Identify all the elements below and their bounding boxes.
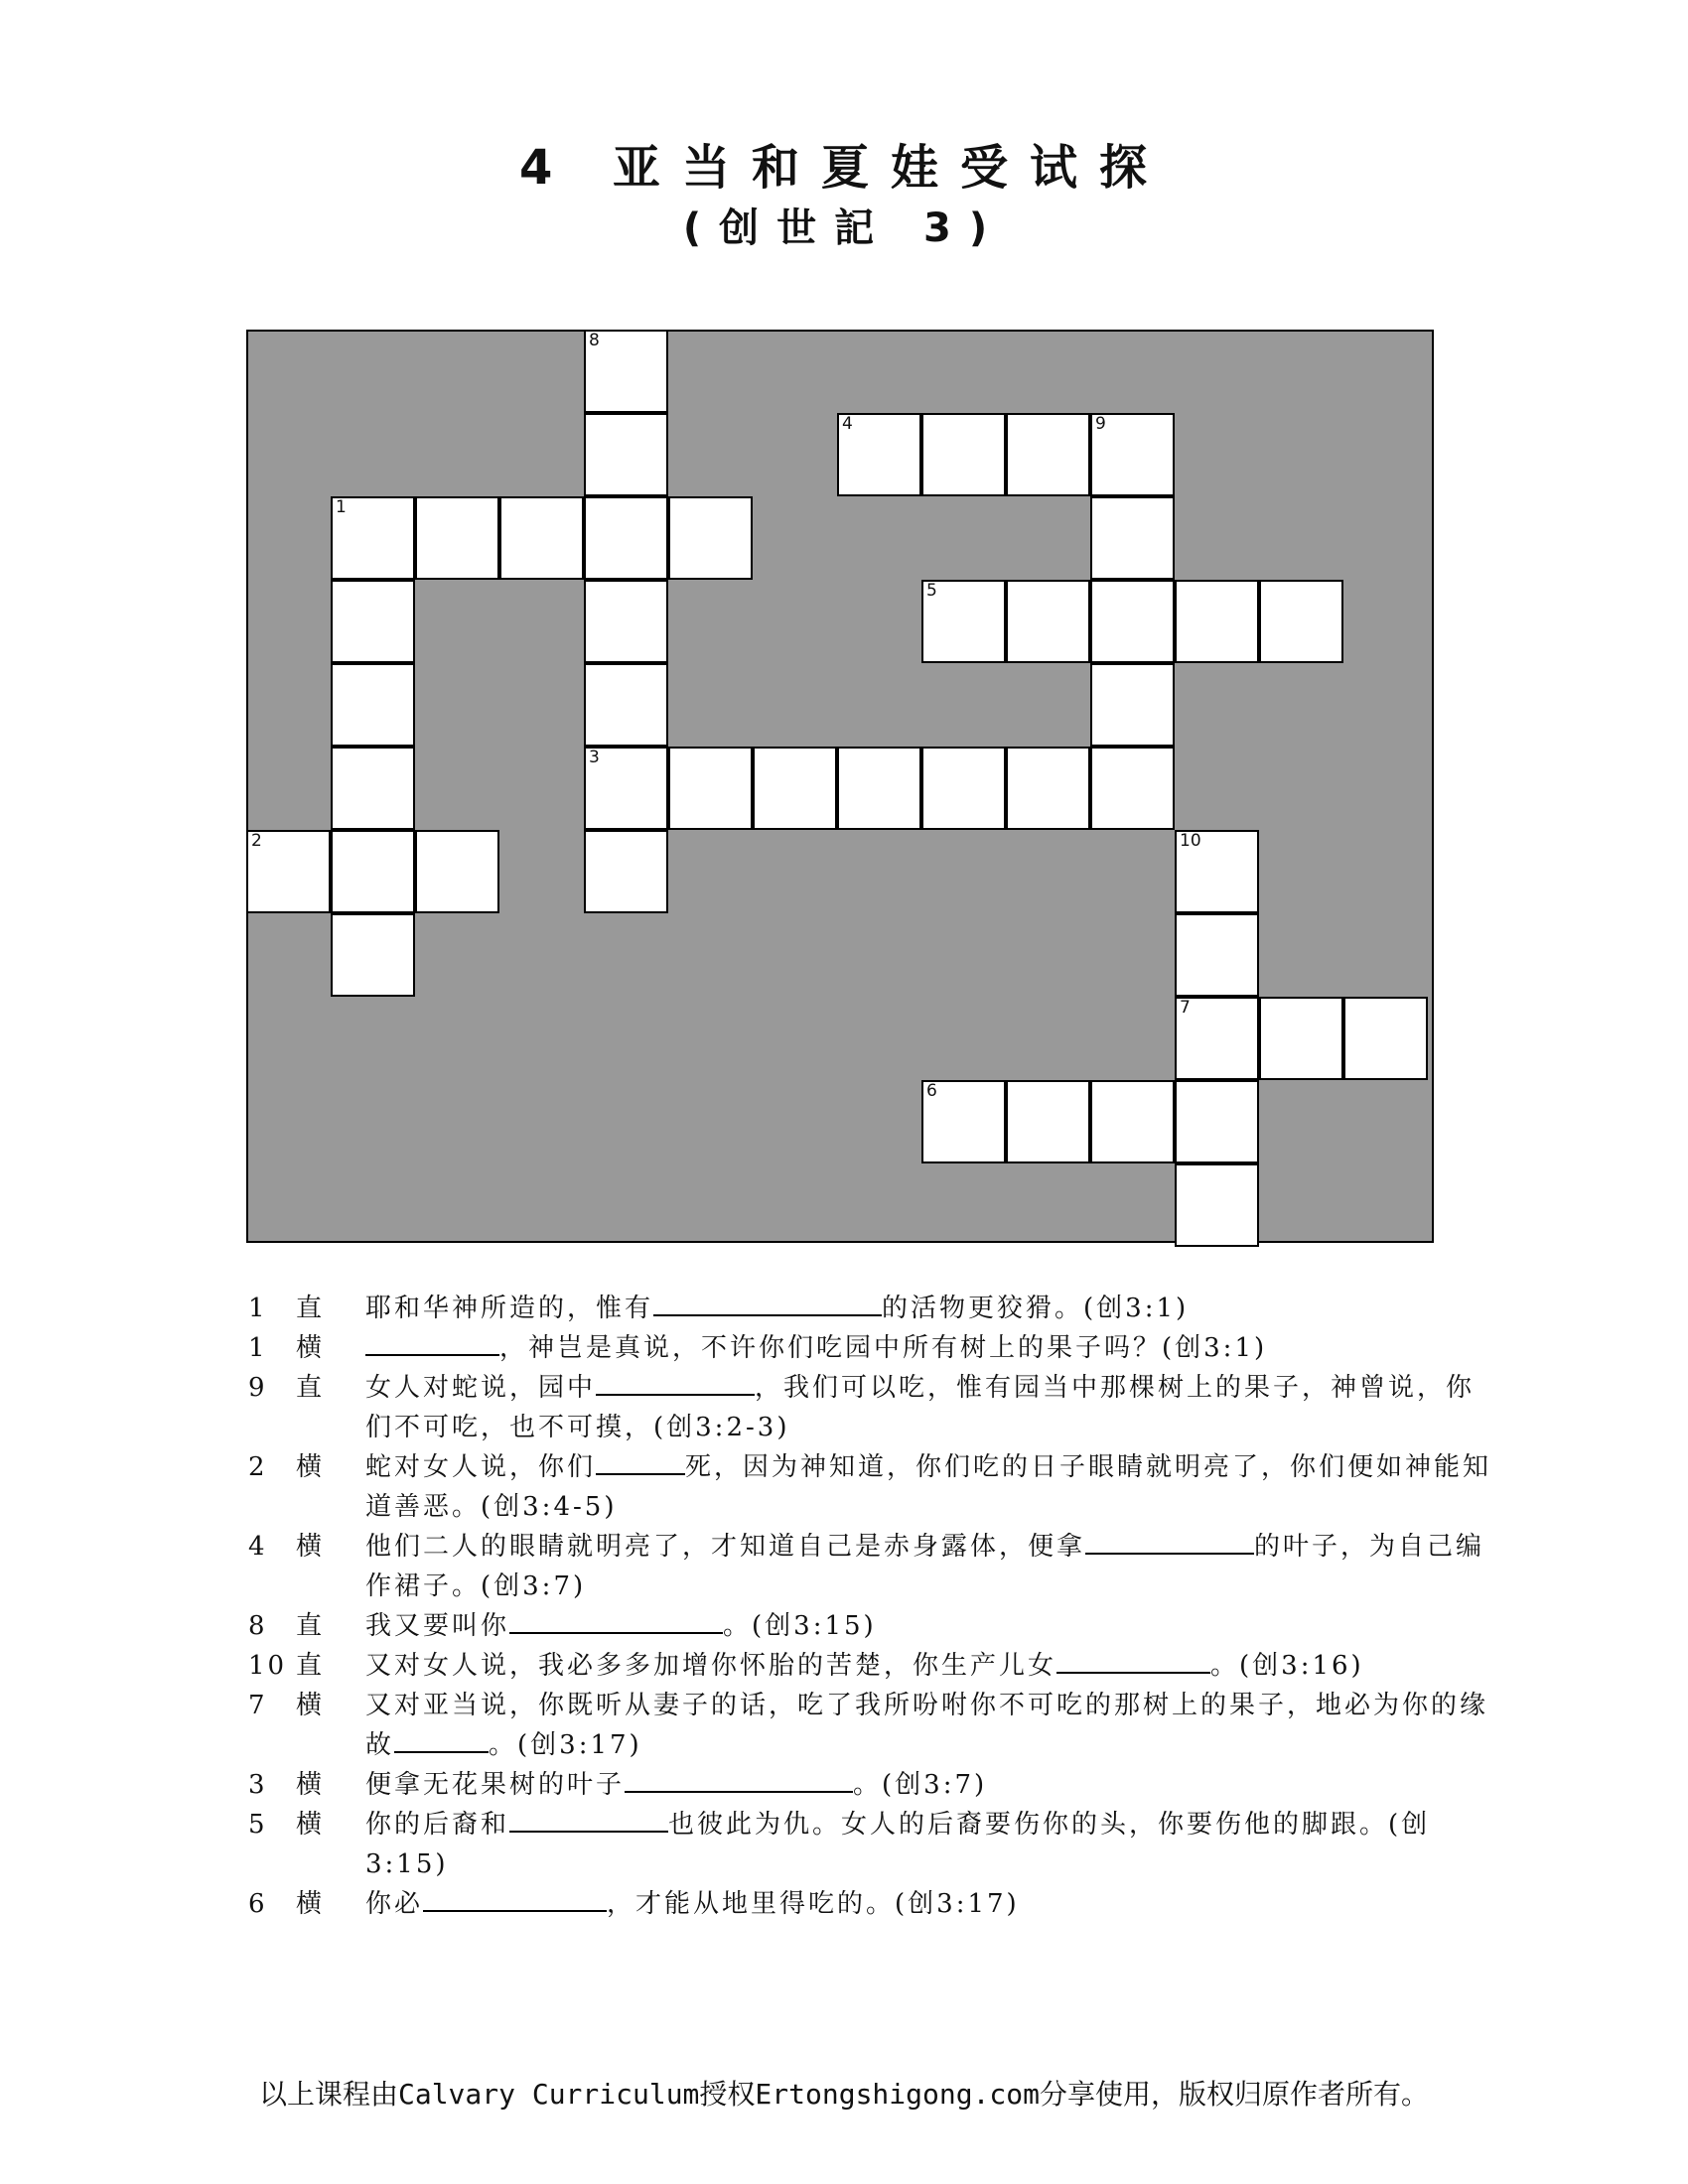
clue-text-part: 。(创3:15) bbox=[723, 1611, 877, 1641]
crossword-cell[interactable] bbox=[331, 580, 415, 663]
clue-text-part: ，才能从地里得吃的。(创3:17) bbox=[607, 1889, 1020, 1919]
clue-number: 10 bbox=[248, 1651, 288, 1681]
clue-text-part: 。(创3:16) bbox=[1210, 1651, 1364, 1681]
clue-text-part: 死，因为神知道，你们吃的日子眼睛就明亮了，你们便如神能知道善恶。(创3:4-5) bbox=[365, 1452, 1492, 1522]
clue-text bbox=[365, 1328, 1497, 1368]
answer-blank[interactable] bbox=[653, 1289, 882, 1316]
clue-item bbox=[246, 1606, 1497, 1646]
crossword-cell[interactable] bbox=[1343, 997, 1428, 1080]
clue-text-part: 。(创3:17) bbox=[489, 1730, 642, 1760]
crossword-cell[interactable] bbox=[584, 330, 668, 413]
clue-text-part: 又对亚当说，你既听从妻子的话，吃了我所吩咐你不可吃的那树上的果子，地必为你的缘故 bbox=[365, 1691, 1489, 1760]
clue-text-part: 女人对蛇说，园中 bbox=[365, 1373, 597, 1403]
crossword-cell[interactable] bbox=[921, 747, 1006, 830]
clue-text bbox=[365, 1646, 1497, 1686]
cell-number: 1 bbox=[336, 497, 347, 517]
page-title: 4 亚当和夏娃受试探 bbox=[518, 140, 1170, 196]
crossword-cell[interactable] bbox=[753, 747, 837, 830]
clue-number: 1 bbox=[248, 1294, 268, 1323]
clue-text-part: 你的后裔和 bbox=[365, 1810, 510, 1840]
crossword-cell[interactable] bbox=[246, 830, 331, 913]
clue-direction: 横 bbox=[296, 1810, 326, 1840]
clue-text bbox=[365, 1686, 1497, 1765]
clue-direction: 横 bbox=[296, 1532, 326, 1562]
answer-blank[interactable] bbox=[596, 1447, 685, 1475]
crossword-cell[interactable] bbox=[584, 413, 668, 496]
clue-text bbox=[365, 1447, 1497, 1527]
clue-text-part: 便拿无花果树的叶子 bbox=[365, 1770, 626, 1800]
page-subtitle: (创世記 3) bbox=[682, 205, 1006, 251]
crossword-cell[interactable] bbox=[584, 747, 668, 830]
crossword-cell[interactable] bbox=[1006, 747, 1090, 830]
crossword-cell[interactable] bbox=[415, 496, 499, 580]
crossword-cell[interactable] bbox=[584, 496, 668, 580]
clue-item bbox=[246, 1328, 1497, 1368]
clue-text bbox=[365, 1289, 1497, 1328]
crossword-cell[interactable] bbox=[1175, 580, 1259, 663]
crossword-cell[interactable] bbox=[1090, 747, 1175, 830]
clue-list bbox=[246, 1289, 1497, 1924]
clue-text-part: 蛇对女人说，你们 bbox=[365, 1452, 597, 1482]
clue-direction: 直 bbox=[296, 1611, 326, 1641]
clue-number: 8 bbox=[248, 1611, 268, 1641]
clue-text-part: ，我们可以吃，惟有园当中那棵树上的果子，神曾说，你们不可吃，也不可摸，(创3:2-3) bbox=[365, 1373, 1476, 1442]
clue-item bbox=[246, 1805, 1497, 1884]
crossword-cell[interactable] bbox=[1175, 830, 1259, 913]
clue-direction: 横 bbox=[296, 1452, 326, 1482]
crossword-cell[interactable] bbox=[331, 830, 415, 913]
clue-direction: 直 bbox=[296, 1651, 326, 1681]
clue-text-part: 也彼此为仇。女人的后裔要伤你的头，你要伤他的脚跟。(创3:15) bbox=[365, 1810, 1431, 1879]
clue-item bbox=[246, 1527, 1497, 1606]
crossword-cell[interactable] bbox=[1090, 580, 1175, 663]
copyright-footer: 以上课程由Calvary Curriculum授权Ertongshigong.com分享使用，版权归原作者所有。 bbox=[258, 2078, 1429, 2111]
crossword-cell[interactable] bbox=[1006, 1080, 1090, 1163]
crossword-cell[interactable] bbox=[1090, 663, 1175, 747]
crossword-cell[interactable] bbox=[1090, 496, 1175, 580]
answer-blank[interactable] bbox=[625, 1765, 853, 1793]
clue-direction: 直 bbox=[296, 1373, 326, 1403]
answer-blank[interactable] bbox=[1085, 1527, 1254, 1555]
clue-text-part: 的活物更狡猾。(创3:1) bbox=[882, 1294, 1190, 1323]
clue-direction: 横 bbox=[296, 1889, 326, 1919]
crossword-cell[interactable] bbox=[1090, 413, 1175, 496]
clue-text bbox=[365, 1765, 1497, 1805]
clue-text-part: 耶和华神所造的，惟有 bbox=[365, 1294, 654, 1323]
cell-number: 2 bbox=[251, 831, 262, 851]
crossword-cell[interactable] bbox=[499, 496, 584, 580]
crossword-cell[interactable] bbox=[1090, 1080, 1175, 1163]
answer-blank[interactable] bbox=[509, 1805, 668, 1833]
clue-direction: 横 bbox=[296, 1333, 326, 1363]
clue-number: 1 bbox=[248, 1333, 268, 1363]
clue-text bbox=[365, 1606, 1497, 1646]
clue-direction: 横 bbox=[296, 1770, 326, 1800]
crossword-cell[interactable] bbox=[331, 913, 415, 997]
clue-direction: 直 bbox=[296, 1294, 326, 1323]
clue-item bbox=[246, 1368, 1497, 1447]
crossword-cell[interactable] bbox=[1259, 997, 1343, 1080]
answer-blank[interactable] bbox=[394, 1725, 489, 1753]
clue-text-part: ，神岂是真说，不许你们吃园中所有树上的果子吗？(创3:1) bbox=[499, 1333, 1268, 1363]
clue-text-part: 。(创3:7) bbox=[853, 1770, 988, 1800]
clue-item bbox=[246, 1884, 1497, 1924]
clue-number: 7 bbox=[248, 1691, 268, 1720]
clue-number: 4 bbox=[248, 1532, 268, 1562]
clue-text-part: 他们二人的眼睛就明亮了，才知道自己是赤身露体，便拿 bbox=[365, 1532, 1086, 1562]
answer-blank[interactable] bbox=[1056, 1646, 1210, 1674]
clue-item bbox=[246, 1646, 1497, 1686]
crossword-cell[interactable] bbox=[921, 413, 1006, 496]
clue-text bbox=[365, 1884, 1497, 1924]
crossword-cell[interactable] bbox=[584, 663, 668, 747]
cell-number: 5 bbox=[926, 581, 937, 601]
cell-number: 6 bbox=[926, 1081, 937, 1101]
crossword-cell[interactable] bbox=[921, 580, 1006, 663]
clue-text-part: 的叶子，为自己编作裙子。(创3:7) bbox=[365, 1532, 1485, 1601]
clue-text bbox=[365, 1805, 1497, 1884]
crossword-cell[interactable] bbox=[331, 663, 415, 747]
clue-text-part: 你必 bbox=[365, 1889, 424, 1919]
crossword-cell[interactable] bbox=[668, 496, 753, 580]
crossword-cell[interactable] bbox=[1175, 997, 1259, 1080]
crossword-cell[interactable] bbox=[1259, 580, 1343, 663]
crossword-cell[interactable] bbox=[1175, 1080, 1259, 1163]
clue-text bbox=[365, 1527, 1497, 1606]
crossword-cell[interactable] bbox=[1175, 913, 1259, 997]
crossword-cell[interactable] bbox=[584, 580, 668, 663]
crossword-cell[interactable] bbox=[331, 747, 415, 830]
cell-number: 4 bbox=[842, 414, 853, 434]
answer-blank[interactable] bbox=[423, 1884, 607, 1912]
crossword-cell[interactable] bbox=[415, 830, 499, 913]
cell-number: 9 bbox=[1095, 414, 1106, 434]
cell-number: 8 bbox=[589, 331, 600, 350]
clue-text-part: 我又要叫你 bbox=[365, 1611, 510, 1641]
clue-item bbox=[246, 1686, 1497, 1765]
crossword-cell[interactable] bbox=[837, 413, 921, 496]
clue-number: 2 bbox=[248, 1452, 268, 1482]
clue-item bbox=[246, 1289, 1497, 1328]
clue-direction: 横 bbox=[296, 1691, 326, 1720]
crossword-cell[interactable] bbox=[837, 747, 921, 830]
clue-text bbox=[365, 1368, 1497, 1447]
clue-text-part: 又对女人说，我必多多加增你怀胎的苦楚，你生产儿女 bbox=[365, 1651, 1057, 1681]
cell-number: 10 bbox=[1180, 831, 1201, 851]
crossword-cell[interactable] bbox=[668, 747, 753, 830]
answer-blank[interactable] bbox=[365, 1328, 499, 1356]
crossword-cell[interactable] bbox=[1006, 580, 1090, 663]
cell-number: 7 bbox=[1180, 998, 1191, 1018]
crossword-grid bbox=[246, 330, 1434, 1243]
clue-number: 5 bbox=[248, 1810, 268, 1840]
clue-item bbox=[246, 1765, 1497, 1805]
crossword-cell[interactable] bbox=[584, 830, 668, 913]
answer-blank[interactable] bbox=[596, 1368, 755, 1396]
clue-number: 6 bbox=[248, 1889, 268, 1919]
crossword-cell[interactable] bbox=[331, 496, 415, 580]
crossword-cell[interactable] bbox=[1175, 1163, 1259, 1247]
answer-blank[interactable] bbox=[509, 1606, 723, 1634]
crossword-cell[interactable] bbox=[921, 1080, 1006, 1163]
clue-number: 9 bbox=[248, 1373, 268, 1403]
crossword-cell[interactable] bbox=[1006, 413, 1090, 496]
clue-item bbox=[246, 1447, 1497, 1527]
cell-number: 3 bbox=[589, 748, 600, 767]
clue-number: 3 bbox=[248, 1770, 268, 1800]
